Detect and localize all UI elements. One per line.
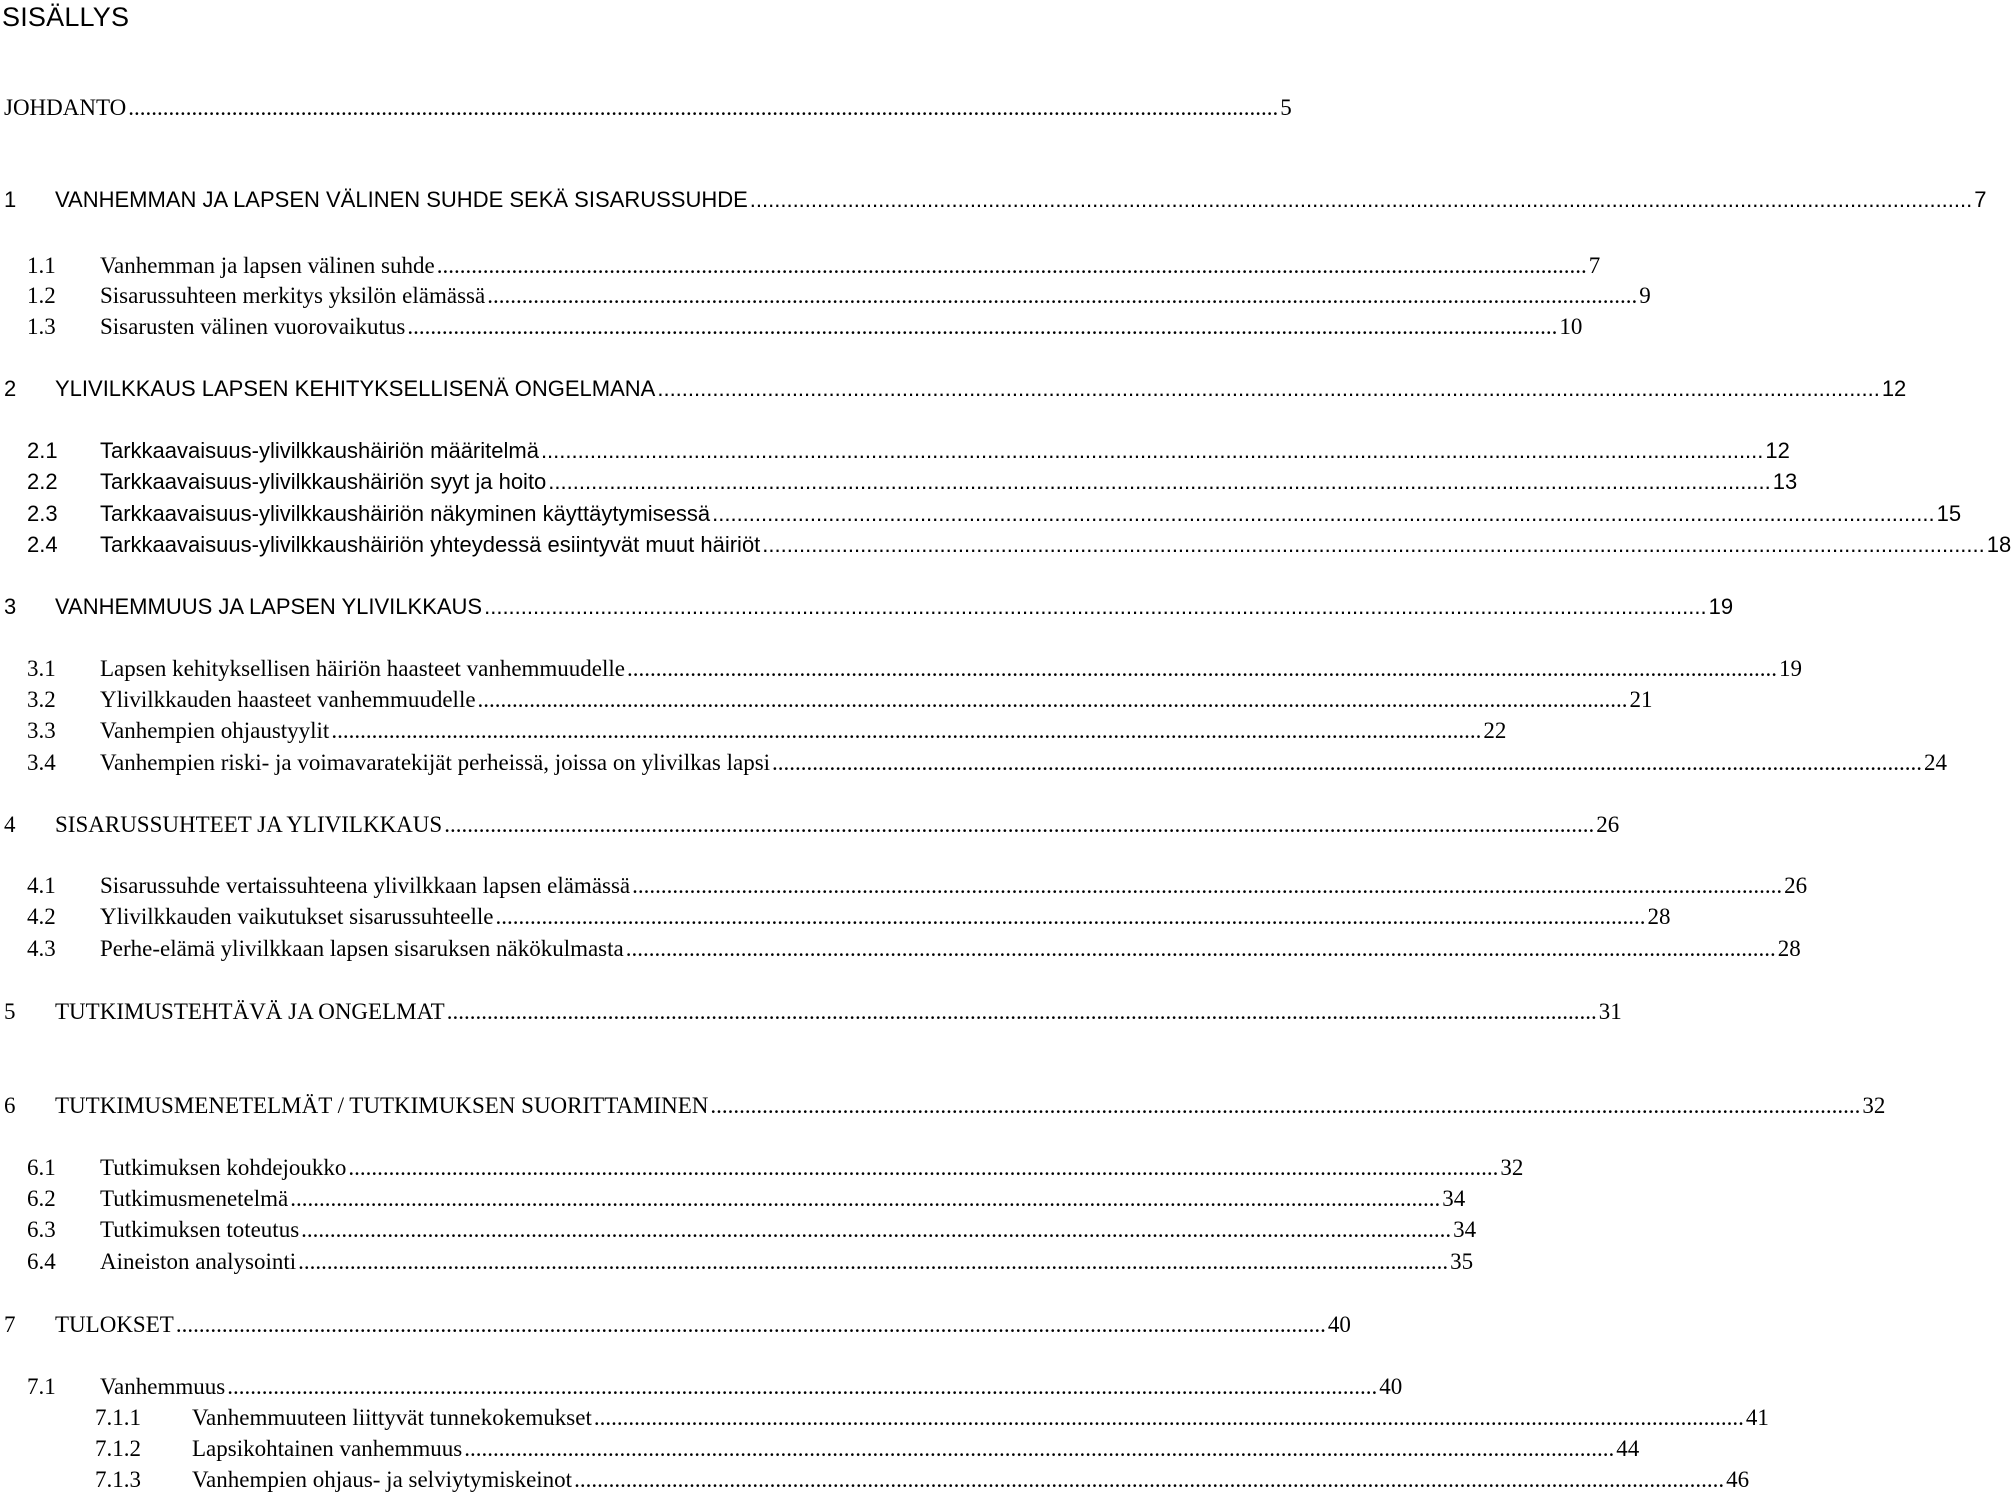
- toc-entry-page-number: 32: [1500, 1155, 1524, 1180]
- toc-entry-content: [100, 436, 1790, 466]
- toc-entry-number: 5: [4, 999, 16, 1024]
- toc-entry-content: [55, 1091, 1886, 1121]
- toc-entry-content: [100, 1372, 1403, 1402]
- toc-entry-title: Tarkkaavaisuus-ylivilkkaushäiriön määritelmä: [100, 438, 539, 463]
- toc-entry-content: [55, 1310, 1351, 1340]
- toc-entry-title: Sisarussuhde vertaissuhteena ylivilkkaan lapsen elämässä: [100, 873, 631, 898]
- toc-entry-page-number: 31: [1598, 999, 1622, 1024]
- toc-entry: [0, 1403, 1769, 1433]
- toc-entry-number: 3: [4, 594, 17, 619]
- dot-leader: ........................................................................................................................................................................................................: [298, 1249, 1449, 1274]
- toc-entry-title: VANHEMMAN JA LAPSEN VÄLINEN SUHDE SEKÄ SISARUSSUHDE: [55, 187, 748, 212]
- toc-entry-content: [100, 934, 1801, 964]
- toc-entry-content: [100, 281, 1651, 311]
- dot-leader: ........................................................................................................................................................................................................: [540, 438, 1764, 463]
- dot-leader: ........................................................................................................................................................................................................: [348, 1155, 1499, 1180]
- toc-entry-page-number: 46: [1726, 1467, 1750, 1492]
- toc-entry-content: [100, 1247, 1474, 1277]
- toc-entry-content: [100, 530, 2011, 560]
- dot-leader: ........................................................................................................................................................................................................: [331, 718, 1482, 743]
- toc-entry-page-number: 9: [1639, 283, 1651, 308]
- toc-entry: [0, 654, 1803, 684]
- toc-entry-number: 6: [4, 1093, 16, 1118]
- page-title: SISÄLLYS: [2, 2, 130, 32]
- toc-entry-title: Vanhempien ohjaus- ja selviytymiskeinot: [192, 1467, 573, 1492]
- toc-entry-number: 2.4: [27, 532, 58, 557]
- toc-entry-title: Tutkimusmenetelmä: [100, 1186, 289, 1211]
- toc-entry-title: Tutkimuksen kohdejoukko: [100, 1155, 347, 1180]
- toc-entry-content: [100, 499, 1962, 529]
- toc-entry-title: Perhe-elämä ylivilkkaan lapsen sisaruksen näkökulmasta: [100, 936, 624, 961]
- dot-leader: ........................................................................................................................................................................................................: [710, 1093, 1861, 1118]
- toc-entry: [0, 1465, 1750, 1495]
- dot-leader: ........................................................................................................................................................................................................: [657, 376, 1880, 401]
- toc-entry-number: 7: [4, 1312, 16, 1337]
- toc-entry-page-number: 7: [1588, 253, 1601, 278]
- toc-entry: [0, 902, 1671, 932]
- toc-entry-title: Sisarusten välinen vuorovaikutus: [100, 314, 406, 339]
- dot-leader: ........................................................................................................................................................................................................: [772, 750, 1923, 775]
- toc-entry-title: Aineiston analysointi: [100, 1249, 297, 1274]
- dot-leader: ........................................................................................................................................................................................................: [762, 532, 1985, 557]
- toc-entry: [0, 374, 1907, 404]
- toc-entry-page-number: 19: [1708, 594, 1734, 619]
- dot-leader: ........................................................................................................................................................................................................: [464, 1436, 1615, 1461]
- toc-entry-number: 2.2: [27, 469, 58, 494]
- toc-entry-page-number: 34: [1453, 1217, 1477, 1242]
- toc-entry-content: [55, 185, 1987, 215]
- toc-entry-content: [100, 654, 1803, 684]
- toc-entry-title: Sisarussuhteen merkitys yksilön elämässä: [100, 283, 486, 308]
- toc-entry: [0, 871, 1808, 901]
- toc-entry: [0, 1310, 1351, 1340]
- toc-entry-title: Vanhempien ohjaustyylit: [100, 718, 330, 743]
- toc-entry-number: 7.1.2: [95, 1436, 141, 1461]
- toc-entry-content: [100, 1184, 1466, 1214]
- toc-entry-content: [55, 810, 1620, 840]
- toc-entry-title: Lapsikohtainen vanhemmuus: [192, 1436, 463, 1461]
- toc-entry-number: 3.4: [27, 750, 56, 775]
- dot-leader: ........................................................................................................................................................................................................: [128, 95, 1279, 120]
- toc-entry-title: Vanhempien riski- ja voimavaratekijät perheissä, joissa on ylivilkas lapsi: [100, 750, 771, 775]
- toc-entry-page-number: 12: [1765, 438, 1790, 463]
- toc-entry: [0, 436, 1790, 466]
- toc-entry-number: 6.4: [27, 1249, 56, 1274]
- dot-leader: ........................................................................................................................................................................................................: [436, 253, 1587, 278]
- toc-entry-number: 4.1: [27, 873, 56, 898]
- toc-entry-number: 1.2: [27, 283, 56, 308]
- dot-leader: ........................................................................................................................................................................................................: [625, 936, 1776, 961]
- toc-entry-title: Tutkimuksen toteutus: [100, 1217, 300, 1242]
- toc-entry-title: TUTKIMUSTEHTÄVÄ JA ONGELMAT: [55, 999, 445, 1024]
- toc-entry-content: [100, 467, 1798, 497]
- toc-entry: [0, 1091, 1886, 1121]
- dot-leader: ........................................................................................................................................................................................................: [407, 314, 1558, 339]
- toc-entry-title: Vanhemmuuteen liittyvät tunnekokemukset: [192, 1405, 592, 1430]
- toc-entry: [0, 934, 1801, 964]
- toc-entry-number: 3.2: [27, 687, 56, 712]
- toc-entry: [0, 1247, 1474, 1277]
- toc-entry: [0, 592, 1734, 622]
- toc-entry-title: Tarkkaavaisuus-ylivilkkaushäiriön syyt ja hoito: [100, 469, 547, 494]
- toc-entry-page-number: 22: [1483, 718, 1507, 743]
- toc-entry-page-number: 18: [1986, 532, 2011, 557]
- toc-entry-title: Ylivilkkauden haasteet vanhemmuudelle: [100, 687, 476, 712]
- toc-entry: [0, 748, 1948, 778]
- dot-leader: ........................................................................................................................................................................................................: [712, 501, 1935, 526]
- toc-entry-number: 7.1.3: [95, 1467, 141, 1492]
- toc-entry-page-number: 21: [1629, 687, 1653, 712]
- dot-leader: ........................................................................................................................................................................................................: [446, 999, 1597, 1024]
- toc-entry: [0, 1153, 1524, 1183]
- toc-entry-title: Vanhemman ja lapsen välinen suhde: [100, 253, 435, 278]
- toc-entry-page-number: 28: [1647, 904, 1671, 929]
- toc-entry-number: 2: [4, 376, 17, 401]
- dot-leader: ........................................................................................................................................................................................................: [627, 656, 1778, 681]
- dot-leader: ........................................................................................................................................................................................................: [477, 687, 1628, 712]
- toc-entry: [0, 499, 1962, 529]
- toc-entry: [0, 997, 1622, 1027]
- toc-entry-page-number: 24: [1924, 750, 1948, 775]
- toc-entry-content: [55, 592, 1734, 622]
- toc-entry-page-number: 41: [1745, 1405, 1769, 1430]
- toc-entry-title: TUTKIMUSMENETELMÄT / TUTKIMUKSEN SUORITTAMINEN: [55, 1093, 709, 1118]
- toc-entry: [0, 716, 1507, 746]
- dot-leader: ........................................................................................................................................................................................................: [444, 812, 1595, 837]
- dot-leader: ........................................................................................................................................................................................................: [593, 1405, 1744, 1430]
- toc-entry: [0, 251, 1601, 281]
- toc-entry-page-number: 10: [1559, 314, 1583, 339]
- toc-entry-title: YLIVILKKAUS LAPSEN KEHITYKSELLISENÄ ONGELMANA: [55, 376, 656, 401]
- toc-entry-number: 2.1: [27, 438, 58, 463]
- toc-entry-page-number: 40: [1327, 1312, 1351, 1337]
- toc-entry: [0, 1372, 1403, 1402]
- toc-entry: [0, 1434, 1640, 1464]
- toc-entry: [0, 281, 1651, 311]
- dot-leader: ........................................................................................................................................................................................................: [484, 594, 1707, 619]
- toc-entry: [0, 312, 1583, 342]
- toc-entry-number: 1: [4, 187, 17, 212]
- toc-entry-page-number: 12: [1881, 376, 1907, 401]
- dot-leader: ........................................................................................................................................................................................................: [301, 1217, 1452, 1242]
- toc-entry-number: 6.1: [27, 1155, 56, 1180]
- toc-entry-content: [100, 685, 1653, 715]
- toc-entry-page-number: 26: [1784, 873, 1808, 898]
- toc-entry-content: [100, 1215, 1477, 1245]
- toc-entry-number: 3.3: [27, 718, 56, 743]
- toc-entry-page-number: 40: [1379, 1374, 1403, 1399]
- toc-entry-content: [100, 871, 1808, 901]
- toc-entry-content: [100, 902, 1671, 932]
- toc-entry-title: Tarkkaavaisuus-ylivilkkaushäiriön yhteydessä esiintyvät muut häiriöt: [100, 532, 761, 557]
- dot-leader: ........................................................................................................................................................................................................: [487, 283, 1638, 308]
- toc-entry: [0, 93, 1292, 123]
- toc-entry-content: [4, 93, 1292, 123]
- toc-entry-content: [100, 716, 1507, 746]
- toc-entry-title: VANHEMMUUS JA LAPSEN YLIVILKKAUS: [55, 594, 483, 619]
- toc-entry-content: [55, 374, 1907, 404]
- toc-entry-page-number: 7: [1974, 187, 1987, 212]
- toc-entry-title: JOHDANTO: [4, 95, 127, 120]
- toc-entry: [0, 1215, 1477, 1245]
- dot-leader: ........................................................................................................................................................................................................: [227, 1374, 1378, 1399]
- dot-leader: ........................................................................................................................................................................................................: [290, 1186, 1441, 1211]
- toc-entry-page-number: 44: [1616, 1436, 1640, 1461]
- toc-entry: [0, 185, 1987, 215]
- toc-entry-page-number: 15: [1936, 501, 1962, 526]
- dot-leader: ........................................................................................................................................................................................................: [495, 904, 1646, 929]
- toc-entry-content: [100, 1153, 1524, 1183]
- toc-entry-number: 6.3: [27, 1217, 56, 1242]
- dot-leader: ........................................................................................................................................................................................................: [175, 1312, 1326, 1337]
- toc-entry-page-number: 35: [1450, 1249, 1474, 1274]
- dot-leader: ........................................................................................................................................................................................................: [632, 873, 1783, 898]
- toc-entry-content: [192, 1403, 1769, 1433]
- toc-entry: [0, 685, 1653, 715]
- toc-entry-content: [100, 251, 1601, 281]
- toc-entry: [0, 1184, 1466, 1214]
- dot-leader: ........................................................................................................................................................................................................: [574, 1467, 1725, 1492]
- toc-entry-content: [55, 997, 1622, 1027]
- toc-entry-number: 6.2: [27, 1186, 56, 1211]
- toc-entry-content: [100, 748, 1948, 778]
- toc-entry-title: SISARUSSUHTEET JA YLIVILKKAUS: [55, 812, 443, 837]
- toc-entry-page-number: 32: [1862, 1093, 1886, 1118]
- toc-entry: [0, 530, 2011, 560]
- dot-leader: ........................................................................................................................................................................................................: [749, 187, 1973, 212]
- toc-entry-title: Ylivilkkauden vaikutukset sisarussuhteelle: [100, 904, 494, 929]
- toc-entry-title: Vanhemmuus: [100, 1374, 226, 1399]
- toc-entry-page-number: 5: [1280, 95, 1292, 120]
- toc-entry-number: 4.3: [27, 936, 56, 961]
- toc-entry-page-number: 28: [1777, 936, 1801, 961]
- dot-leader: ........................................................................................................................................................................................................: [548, 469, 1771, 494]
- toc-entry-number: 7.1: [27, 1374, 56, 1399]
- toc-entry-number: 1.1: [27, 253, 56, 278]
- toc-entry-title: Lapsen kehityksellisen häiriön haasteet vanhemmuudelle: [100, 656, 626, 681]
- toc-entry-title: Tarkkaavaisuus-ylivilkkaushäiriön näkyminen käyttäytymisessä: [100, 501, 711, 526]
- toc-entry-number: 3.1: [27, 656, 56, 681]
- toc-entry-page-number: 13: [1772, 469, 1798, 494]
- toc-entry-content: [100, 312, 1583, 342]
- toc-entry-number: 4.2: [27, 904, 56, 929]
- toc-entry-number: 2.3: [27, 501, 58, 526]
- toc-entry-content: [192, 1465, 1750, 1495]
- toc-entry-content: [192, 1434, 1640, 1464]
- toc-entry: [0, 810, 1620, 840]
- toc-entry-page-number: 26: [1596, 812, 1620, 837]
- toc-entry-page-number: 19: [1779, 656, 1803, 681]
- toc-entry-title: TULOKSET: [55, 1312, 174, 1337]
- toc-entry-number: 7.1.1: [95, 1405, 141, 1430]
- toc-entry-page-number: 34: [1442, 1186, 1466, 1211]
- toc-entry-number: 4: [4, 812, 16, 837]
- toc-entry: [0, 467, 1798, 497]
- toc-entry-number: 1.3: [27, 314, 56, 339]
